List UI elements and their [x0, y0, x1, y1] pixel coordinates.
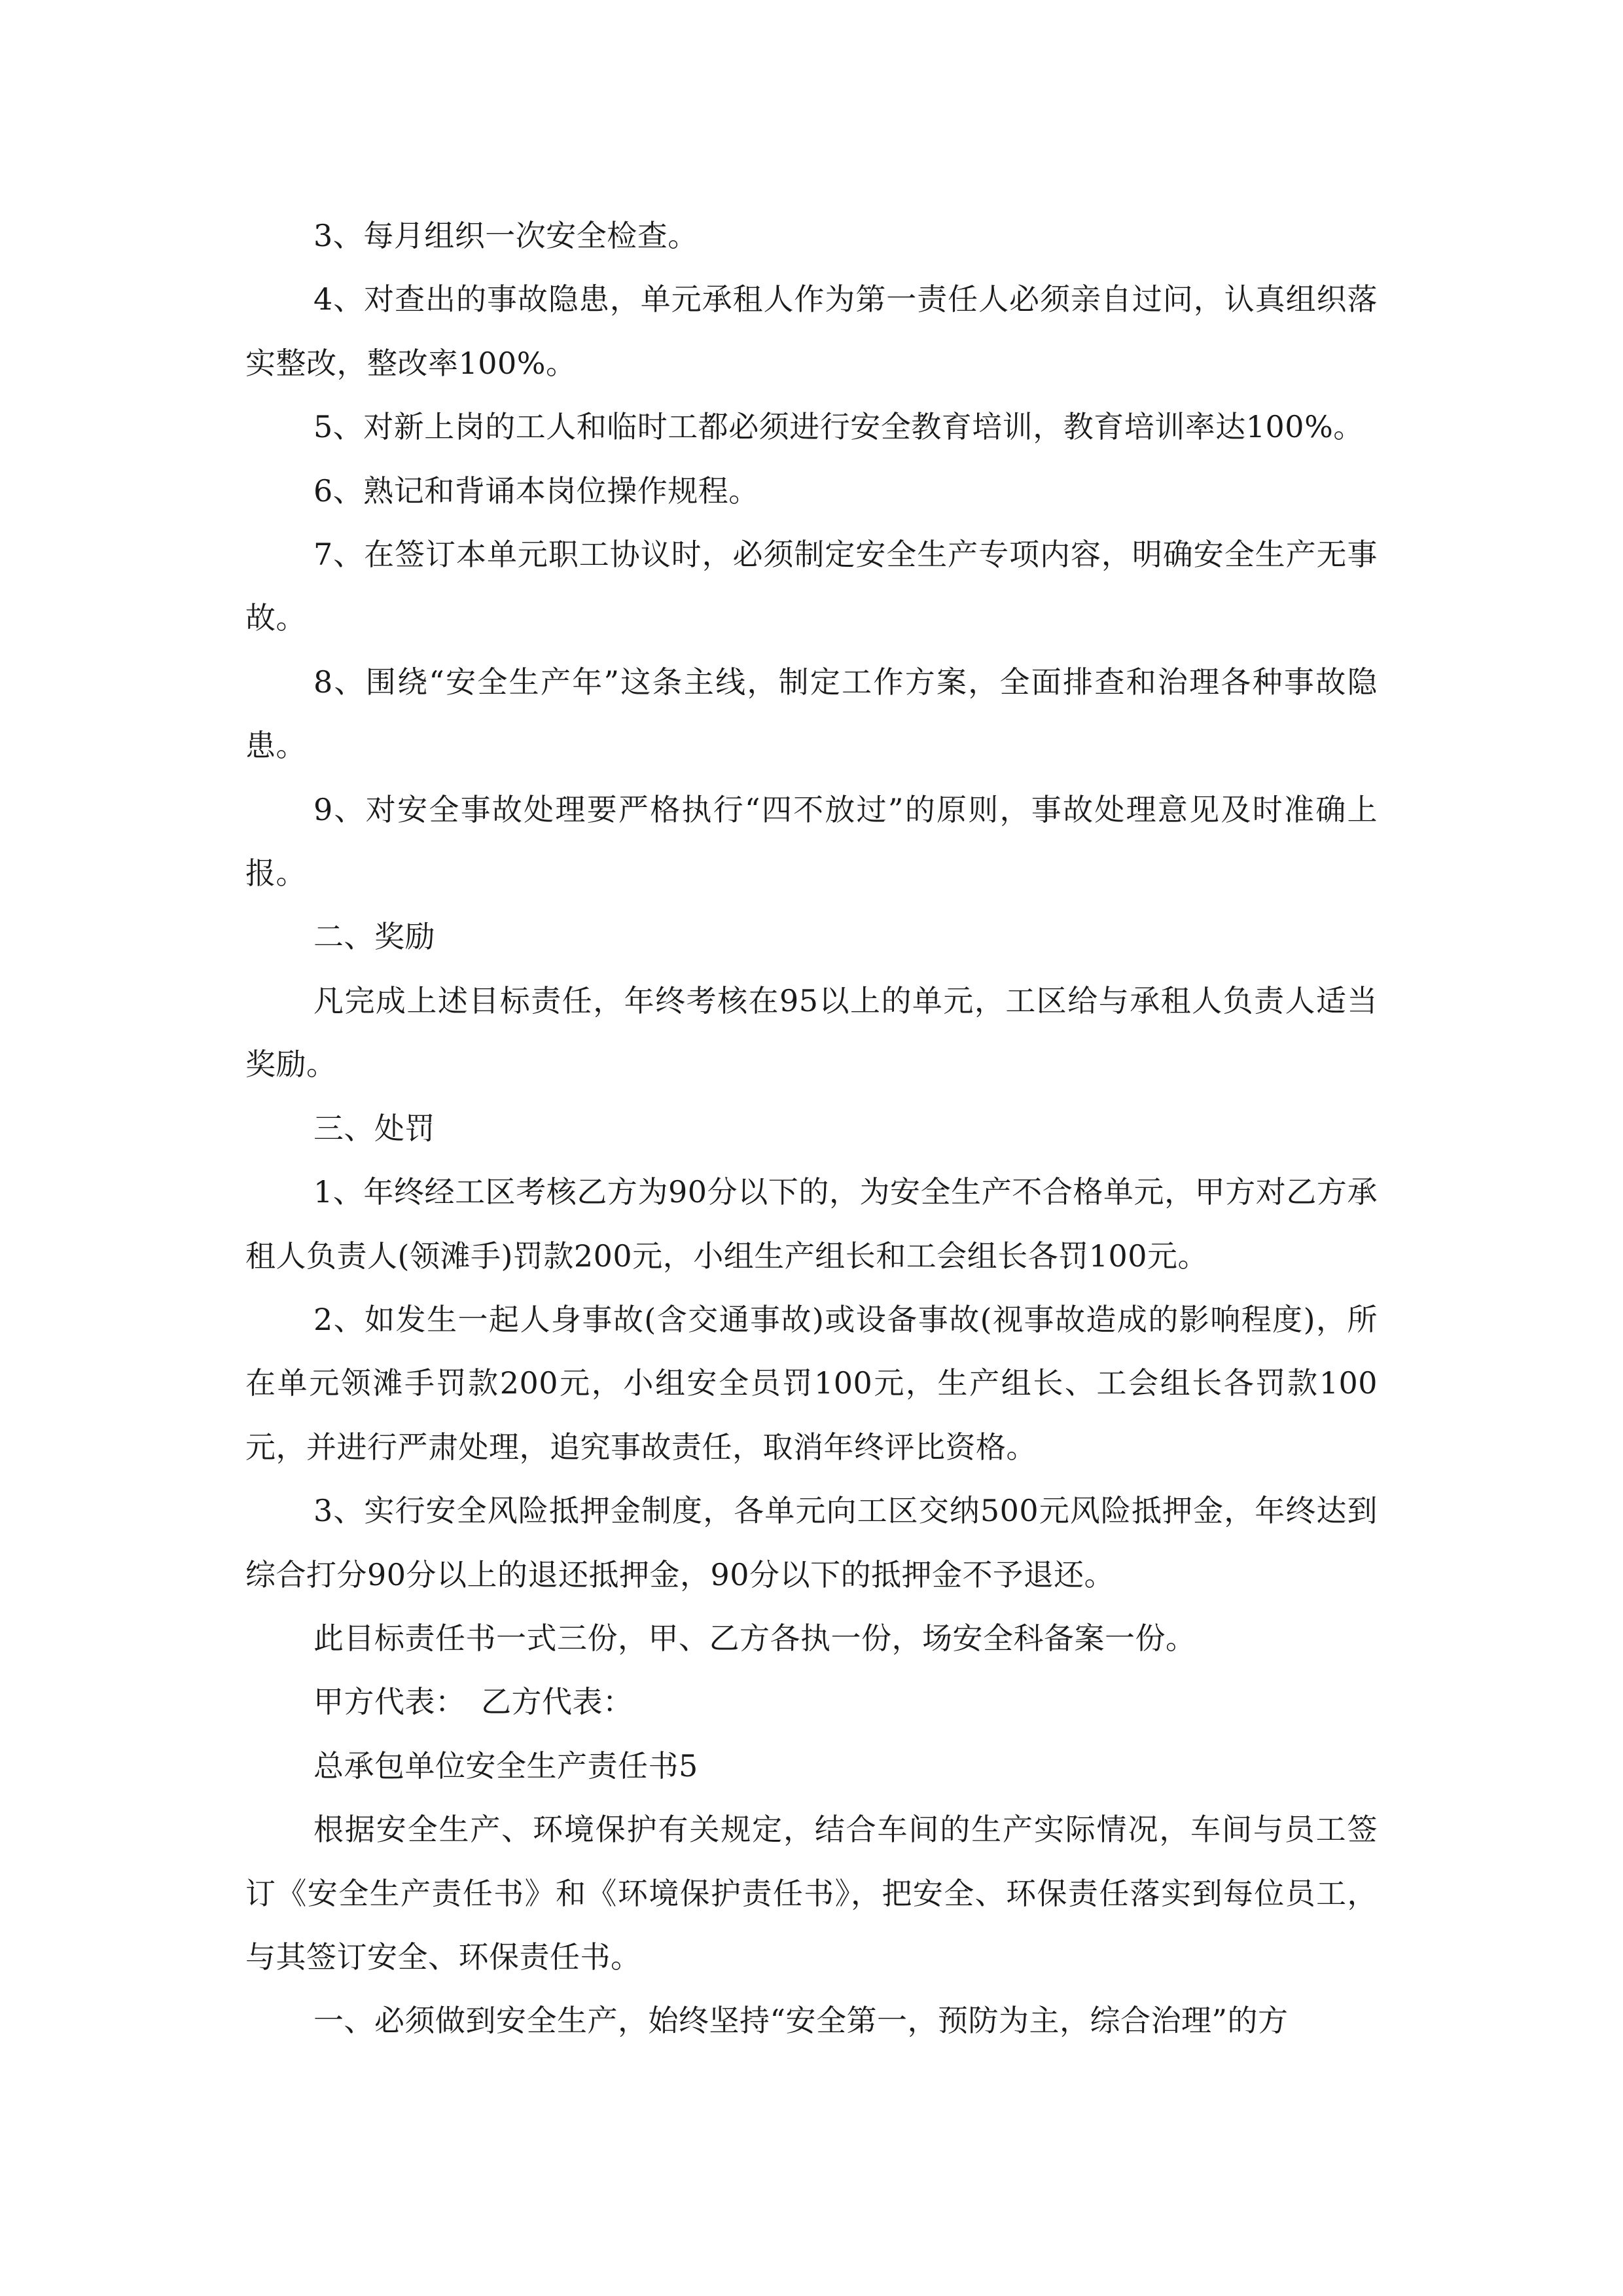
- document-subtitle: 总承包单位安全生产责任书5: [313, 1748, 698, 1784]
- paragraph-rewards: 凡完成上述目标责任，年终考核在95以上的单元，工区给与承租人负责人适当奖励。: [245, 982, 1378, 1083]
- paragraph-section-one: 一、必须做到安全生产，始终坚持“安全第一，预防为主，综合治理”的方: [313, 2003, 1289, 2039]
- section-heading-rewards: 二、奖励: [313, 919, 435, 955]
- paragraph-intro: 根据安全生产、环境保护有关规定，结合车间的生产实际情况，车间与员工签订《安全生产责任书》和《环境保护责任书》，把安全、环保责任落实到每位员工，与其签订安全、环保责任书。: [245, 1812, 1378, 1975]
- paragraph-item-5: 5、对新上岗的工人和临时工都必须进行安全教育培训，教育培训率达100%。: [313, 409, 1364, 445]
- paragraph-item-4: 4、对查出的事故隐患，单元承租人作为第一责任人必须亲自过问，认真组织落实整改，整改率100%。: [245, 281, 1378, 381]
- paragraph-penalty-1: 1、年终经工区考核乙方为90分以下的，为安全生产不合格单元，甲方对乙方承租人负责人(领滩手)罚款200元，小组生产组长和工会组长各罚100元。: [245, 1174, 1378, 1274]
- paragraph-penalty-2: 2、如发生一起人身事故(含交通事故)或设备事故(视事故造成的影响程度)，所在单元领滩手罚款200元，小组安全员罚100元，生产组长、工会组长各罚款100元，并进行严肃处理，追究事故责任，取消年终评比资格。: [245, 1301, 1378, 1465]
- section-heading-penalties: 三、处罚: [313, 1110, 435, 1146]
- paragraph-copies: 此目标责任书一式三份，甲、乙方各执一份，场安全科备案一份。: [313, 1620, 1196, 1656]
- paragraph-penalty-3: 3、实行安全风险抵押金制度，各单元向工区交纳500元风险抵押金，年终达到综合打分90分以上的退还抵押金，90分以下的抵押金不予退还。: [245, 1493, 1378, 1592]
- signature-line: 甲方代表： 乙方代表：: [313, 1684, 633, 1720]
- paragraph-item-9: 9、对安全事故处理要严格执行“四不放过”的原则，事故处理意见及时准确上报。: [245, 791, 1378, 891]
- paragraph-item-8: 8、围绕“安全生产年”这条主线，制定工作方案，全面排查和治理各种事故隐患。: [245, 664, 1378, 764]
- document-body: [245, 204, 1378, 2053]
- paragraph-item-6: 6、熟记和背诵本岗位操作规程。: [313, 473, 759, 509]
- paragraph-item-7: 7、在签订本单元职工协议时，必须制定安全生产专项内容，明确安全生产无事故。: [245, 537, 1378, 636]
- paragraph-item-3: 3、每月组织一次安全检查。: [313, 218, 698, 253]
